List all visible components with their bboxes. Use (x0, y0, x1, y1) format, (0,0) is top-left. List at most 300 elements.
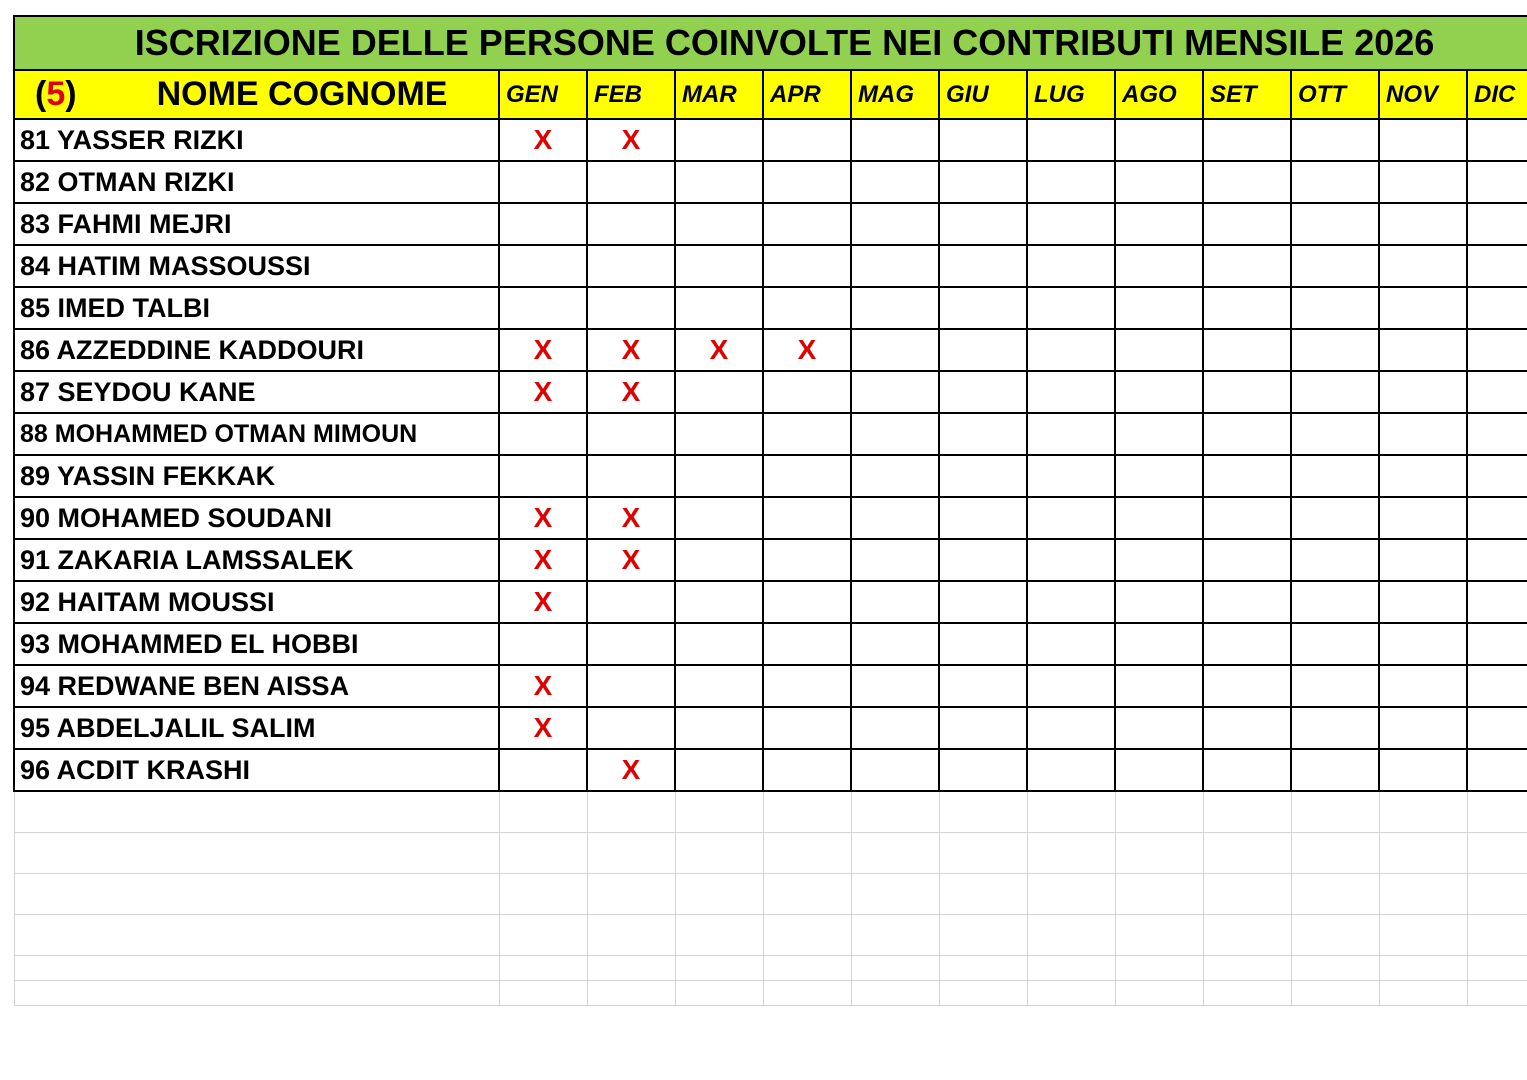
month-header-lug[interactable]: LUG (1027, 70, 1115, 119)
month-cell-lug[interactable] (1027, 623, 1115, 665)
month-cell-mag[interactable] (851, 665, 939, 707)
month-cell-apr[interactable] (763, 707, 851, 749)
month-cell-apr[interactable] (763, 287, 851, 329)
month-cell-nov[interactable] (1379, 287, 1467, 329)
month-cell-nov[interactable] (1379, 455, 1467, 497)
month-cell-dic[interactable] (1467, 497, 1527, 539)
empty-cell[interactable] (675, 791, 763, 833)
month-cell-lug[interactable] (1027, 581, 1115, 623)
month-cell-mag[interactable] (851, 119, 939, 161)
month-header-mag[interactable]: MAG (851, 70, 939, 119)
month-cell-mar[interactable] (675, 623, 763, 665)
empty-cell[interactable] (1467, 874, 1527, 915)
month-cell-feb[interactable] (587, 665, 675, 707)
empty-cell[interactable] (1203, 833, 1291, 874)
month-cell-dic[interactable] (1467, 581, 1527, 623)
month-cell-set[interactable] (1203, 245, 1291, 287)
month-cell-mar[interactable] (675, 455, 763, 497)
month-cell-nov[interactable] (1379, 581, 1467, 623)
month-cell-ago[interactable] (1115, 665, 1203, 707)
month-cell-set[interactable] (1203, 749, 1291, 791)
month-cell-ott[interactable] (1291, 581, 1379, 623)
empty-cell[interactable] (1115, 791, 1203, 833)
month-cell-gen[interactable] (499, 371, 587, 413)
month-cell-giu[interactable] (939, 581, 1027, 623)
month-cell-dic[interactable] (1467, 623, 1527, 665)
month-cell-mag[interactable] (851, 749, 939, 791)
month-cell-apr[interactable] (763, 749, 851, 791)
month-cell-set[interactable] (1203, 455, 1291, 497)
month-cell-ott[interactable] (1291, 161, 1379, 203)
month-cell-lug[interactable] (1027, 371, 1115, 413)
person-name-cell[interactable]: 94 REDWANE BEN AISSA (14, 665, 499, 707)
month-cell-nov[interactable] (1379, 119, 1467, 161)
month-cell-nov[interactable] (1379, 329, 1467, 371)
month-cell-apr[interactable] (763, 413, 851, 455)
empty-cell[interactable] (1379, 833, 1467, 874)
empty-cell[interactable] (1291, 833, 1379, 874)
month-cell-ago[interactable] (1115, 623, 1203, 665)
month-cell-nov[interactable] (1379, 203, 1467, 245)
month-cell-gen[interactable] (499, 119, 587, 161)
empty-cell[interactable] (1027, 833, 1115, 874)
month-cell-mar[interactable] (675, 119, 763, 161)
month-cell-apr[interactable] (763, 245, 851, 287)
month-cell-gen[interactable] (499, 161, 587, 203)
month-header-apr[interactable]: APR (763, 70, 851, 119)
month-cell-mar[interactable] (675, 665, 763, 707)
empty-cell[interactable] (675, 981, 763, 1006)
empty-cell[interactable] (1115, 981, 1203, 1006)
empty-cell[interactable] (1027, 956, 1115, 981)
month-cell-gen[interactable] (499, 413, 587, 455)
month-cell-ott[interactable] (1291, 245, 1379, 287)
person-name-cell[interactable]: 90 MOHAMED SOUDANI (14, 497, 499, 539)
month-cell-giu[interactable] (939, 161, 1027, 203)
month-cell-nov[interactable] (1379, 413, 1467, 455)
month-cell-nov[interactable] (1379, 245, 1467, 287)
empty-cell[interactable] (1115, 874, 1203, 915)
month-cell-gen[interactable] (499, 665, 587, 707)
month-cell-giu[interactable] (939, 329, 1027, 371)
month-cell-ott[interactable] (1291, 665, 1379, 707)
empty-cell[interactable] (1115, 915, 1203, 956)
empty-cell[interactable] (1467, 833, 1527, 874)
month-cell-apr[interactable] (763, 581, 851, 623)
month-cell-giu[interactable] (939, 245, 1027, 287)
month-cell-mag[interactable] (851, 707, 939, 749)
month-cell-ott[interactable] (1291, 371, 1379, 413)
empty-cell[interactable] (14, 915, 499, 956)
month-cell-mag[interactable] (851, 497, 939, 539)
month-cell-dic[interactable] (1467, 413, 1527, 455)
month-cell-ott[interactable] (1291, 329, 1379, 371)
month-cell-apr[interactable] (763, 497, 851, 539)
month-cell-mag[interactable] (851, 329, 939, 371)
month-cell-dic[interactable] (1467, 749, 1527, 791)
person-name-cell[interactable]: 85 IMED TALBI (14, 287, 499, 329)
empty-cell[interactable] (1467, 915, 1527, 956)
month-cell-mar[interactable] (675, 539, 763, 581)
empty-cell[interactable] (1115, 956, 1203, 981)
month-cell-gen[interactable] (499, 581, 587, 623)
empty-cell[interactable] (1379, 915, 1467, 956)
month-cell-apr[interactable] (763, 371, 851, 413)
empty-cell[interactable] (1379, 874, 1467, 915)
person-name-cell[interactable]: 84 HATIM MASSOUSSI (14, 245, 499, 287)
month-cell-giu[interactable] (939, 371, 1027, 413)
month-header-ott[interactable]: OTT (1291, 70, 1379, 119)
month-cell-giu[interactable] (939, 497, 1027, 539)
empty-cell[interactable] (1027, 915, 1115, 956)
month-cell-set[interactable] (1203, 497, 1291, 539)
month-cell-ott[interactable] (1291, 413, 1379, 455)
empty-cell[interactable] (939, 956, 1027, 981)
month-cell-giu[interactable] (939, 749, 1027, 791)
month-cell-nov[interactable] (1379, 665, 1467, 707)
empty-cell[interactable] (1379, 956, 1467, 981)
name-column-header[interactable] (14, 70, 499, 119)
month-cell-feb[interactable] (587, 287, 675, 329)
empty-cell[interactable] (763, 981, 851, 1006)
month-cell-ago[interactable] (1115, 329, 1203, 371)
month-cell-nov[interactable] (1379, 707, 1467, 749)
month-cell-ago[interactable] (1115, 707, 1203, 749)
empty-cell[interactable] (499, 791, 587, 833)
empty-cell[interactable] (763, 833, 851, 874)
empty-cell[interactable] (1291, 981, 1379, 1006)
month-cell-feb[interactable] (587, 497, 675, 539)
month-cell-ago[interactable] (1115, 287, 1203, 329)
empty-cell[interactable] (763, 915, 851, 956)
month-cell-giu[interactable] (939, 707, 1027, 749)
month-cell-lug[interactable] (1027, 203, 1115, 245)
month-cell-nov[interactable] (1379, 161, 1467, 203)
month-cell-gen[interactable] (499, 329, 587, 371)
month-cell-ago[interactable] (1115, 245, 1203, 287)
empty-cell[interactable] (1467, 791, 1527, 833)
empty-cell[interactable] (587, 915, 675, 956)
empty-cell[interactable] (1291, 956, 1379, 981)
month-cell-gen[interactable] (499, 203, 587, 245)
month-cell-apr[interactable] (763, 161, 851, 203)
empty-cell[interactable] (851, 981, 939, 1006)
month-cell-ott[interactable] (1291, 539, 1379, 581)
empty-cell[interactable] (939, 915, 1027, 956)
month-cell-set[interactable] (1203, 119, 1291, 161)
empty-cell[interactable] (939, 874, 1027, 915)
month-cell-apr[interactable] (763, 203, 851, 245)
empty-cell[interactable] (499, 981, 587, 1006)
month-cell-mar[interactable] (675, 161, 763, 203)
month-cell-ott[interactable] (1291, 623, 1379, 665)
empty-cell[interactable] (587, 956, 675, 981)
month-cell-feb[interactable] (587, 413, 675, 455)
month-cell-giu[interactable] (939, 203, 1027, 245)
month-cell-feb[interactable] (587, 539, 675, 581)
month-cell-feb[interactable] (587, 455, 675, 497)
sheet-title-cell[interactable] (14, 16, 1527, 70)
month-cell-giu[interactable] (939, 413, 1027, 455)
month-cell-mar[interactable] (675, 497, 763, 539)
month-cell-lug[interactable] (1027, 245, 1115, 287)
empty-cell[interactable] (763, 791, 851, 833)
month-cell-mar[interactable] (675, 413, 763, 455)
empty-cell[interactable] (851, 915, 939, 956)
empty-cell[interactable] (499, 956, 587, 981)
person-name-cell[interactable]: 96 ACDIT KRASHI (14, 749, 499, 791)
month-cell-ago[interactable] (1115, 497, 1203, 539)
month-cell-feb[interactable] (587, 749, 675, 791)
month-cell-ago[interactable] (1115, 581, 1203, 623)
empty-cell[interactable] (587, 833, 675, 874)
empty-cell[interactable] (1291, 874, 1379, 915)
empty-cell[interactable] (1203, 874, 1291, 915)
month-cell-gen[interactable] (499, 455, 587, 497)
month-cell-nov[interactable] (1379, 497, 1467, 539)
empty-cell[interactable] (14, 833, 499, 874)
person-name-cell[interactable]: 91 ZAKARIA LAMSSALEK (14, 539, 499, 581)
empty-cell[interactable] (1203, 791, 1291, 833)
month-cell-gen[interactable] (499, 497, 587, 539)
month-cell-mag[interactable] (851, 455, 939, 497)
person-name-cell[interactable]: 95 ABDELJALIL SALIM (14, 707, 499, 749)
month-cell-dic[interactable] (1467, 455, 1527, 497)
month-cell-dic[interactable] (1467, 665, 1527, 707)
empty-cell[interactable] (1379, 791, 1467, 833)
person-name-cell[interactable]: 82 OTMAN RIZKI (14, 161, 499, 203)
empty-cell[interactable] (763, 956, 851, 981)
month-cell-ago[interactable] (1115, 749, 1203, 791)
month-cell-ott[interactable] (1291, 287, 1379, 329)
empty-cell[interactable] (851, 956, 939, 981)
month-cell-mar[interactable] (675, 245, 763, 287)
month-cell-ago[interactable] (1115, 371, 1203, 413)
month-cell-dic[interactable] (1467, 161, 1527, 203)
empty-cell[interactable] (675, 915, 763, 956)
month-cell-mar[interactable] (675, 749, 763, 791)
month-cell-feb[interactable] (587, 119, 675, 161)
month-cell-giu[interactable] (939, 665, 1027, 707)
month-cell-feb[interactable] (587, 203, 675, 245)
month-cell-nov[interactable] (1379, 623, 1467, 665)
month-cell-apr[interactable] (763, 329, 851, 371)
empty-cell[interactable] (1027, 981, 1115, 1006)
month-cell-dic[interactable] (1467, 539, 1527, 581)
month-header-feb[interactable]: FEB (587, 70, 675, 119)
month-header-set[interactable]: SET (1203, 70, 1291, 119)
person-name-cell[interactable]: 86 AZZEDDINE KADDOURI (14, 329, 499, 371)
month-cell-dic[interactable] (1467, 371, 1527, 413)
empty-cell[interactable] (14, 874, 499, 915)
person-name-cell[interactable]: 83 FAHMI MEJRI (14, 203, 499, 245)
month-cell-apr[interactable] (763, 623, 851, 665)
month-cell-ago[interactable] (1115, 161, 1203, 203)
month-cell-lug[interactable] (1027, 539, 1115, 581)
empty-cell[interactable] (1203, 981, 1291, 1006)
empty-cell[interactable] (499, 833, 587, 874)
month-cell-mar[interactable] (675, 329, 763, 371)
empty-cell[interactable] (14, 981, 499, 1006)
month-cell-feb[interactable] (587, 581, 675, 623)
month-cell-apr[interactable] (763, 119, 851, 161)
month-cell-lug[interactable] (1027, 497, 1115, 539)
empty-cell[interactable] (1203, 956, 1291, 981)
month-cell-giu[interactable] (939, 287, 1027, 329)
month-cell-ott[interactable] (1291, 119, 1379, 161)
month-cell-set[interactable] (1203, 707, 1291, 749)
month-cell-giu[interactable] (939, 539, 1027, 581)
month-cell-dic[interactable] (1467, 707, 1527, 749)
empty-cell[interactable] (763, 874, 851, 915)
empty-cell[interactable] (1115, 833, 1203, 874)
month-cell-dic[interactable] (1467, 287, 1527, 329)
person-name-cell[interactable]: 88 MOHAMMED OTMAN MIMOUN (14, 413, 499, 455)
month-cell-ott[interactable] (1291, 497, 1379, 539)
month-cell-lug[interactable] (1027, 707, 1115, 749)
month-cell-lug[interactable] (1027, 455, 1115, 497)
empty-cell[interactable] (499, 915, 587, 956)
month-cell-set[interactable] (1203, 413, 1291, 455)
month-cell-lug[interactable] (1027, 119, 1115, 161)
month-cell-feb[interactable] (587, 161, 675, 203)
month-cell-mar[interactable] (675, 287, 763, 329)
month-cell-mag[interactable] (851, 413, 939, 455)
month-cell-set[interactable] (1203, 623, 1291, 665)
month-cell-gen[interactable] (499, 749, 587, 791)
month-header-nov[interactable]: NOV (1379, 70, 1467, 119)
empty-cell[interactable] (14, 791, 499, 833)
month-cell-mag[interactable] (851, 203, 939, 245)
empty-cell[interactable] (587, 874, 675, 915)
month-cell-mag[interactable] (851, 539, 939, 581)
month-header-mar[interactable]: MAR (675, 70, 763, 119)
month-cell-set[interactable] (1203, 203, 1291, 245)
month-header-giu[interactable]: GIU (939, 70, 1027, 119)
month-cell-lug[interactable] (1027, 161, 1115, 203)
month-cell-lug[interactable] (1027, 329, 1115, 371)
empty-cell[interactable] (14, 956, 499, 981)
month-header-gen[interactable]: GEN (499, 70, 587, 119)
month-cell-mag[interactable] (851, 581, 939, 623)
empty-cell[interactable] (1467, 981, 1527, 1006)
month-cell-gen[interactable] (499, 245, 587, 287)
empty-cell[interactable] (675, 833, 763, 874)
month-cell-set[interactable] (1203, 665, 1291, 707)
month-cell-gen[interactable] (499, 287, 587, 329)
month-cell-giu[interactable] (939, 119, 1027, 161)
month-cell-ago[interactable] (1115, 455, 1203, 497)
month-header-ago[interactable]: AGO (1115, 70, 1203, 119)
month-cell-nov[interactable] (1379, 371, 1467, 413)
month-cell-ago[interactable] (1115, 539, 1203, 581)
person-name-cell[interactable]: 93 MOHAMMED EL HOBBI (14, 623, 499, 665)
month-cell-mar[interactable] (675, 371, 763, 413)
month-cell-ott[interactable] (1291, 707, 1379, 749)
empty-cell[interactable] (939, 791, 1027, 833)
month-cell-ott[interactable] (1291, 455, 1379, 497)
empty-cell[interactable] (587, 791, 675, 833)
empty-cell[interactable] (1379, 981, 1467, 1006)
month-cell-feb[interactable] (587, 707, 675, 749)
month-cell-apr[interactable] (763, 455, 851, 497)
empty-cell[interactable] (939, 981, 1027, 1006)
month-cell-lug[interactable] (1027, 413, 1115, 455)
person-name-cell[interactable]: 81 YASSER RIZKI (14, 119, 499, 161)
month-cell-set[interactable] (1203, 539, 1291, 581)
month-cell-mar[interactable] (675, 707, 763, 749)
month-cell-mag[interactable] (851, 287, 939, 329)
month-cell-mag[interactable] (851, 245, 939, 287)
empty-cell[interactable] (1467, 956, 1527, 981)
month-cell-giu[interactable] (939, 455, 1027, 497)
month-cell-set[interactable] (1203, 161, 1291, 203)
month-header-dic[interactable]: DIC (1467, 70, 1527, 119)
empty-cell[interactable] (851, 874, 939, 915)
empty-cell[interactable] (1291, 791, 1379, 833)
month-cell-gen[interactable] (499, 707, 587, 749)
month-cell-ott[interactable] (1291, 749, 1379, 791)
month-cell-apr[interactable] (763, 539, 851, 581)
month-cell-mar[interactable] (675, 581, 763, 623)
empty-cell[interactable] (587, 981, 675, 1006)
month-cell-ago[interactable] (1115, 119, 1203, 161)
person-name-cell[interactable]: 89 YASSIN FEKKAK (14, 455, 499, 497)
month-cell-gen[interactable] (499, 539, 587, 581)
month-cell-giu[interactable] (939, 623, 1027, 665)
empty-cell[interactable] (499, 874, 587, 915)
month-cell-ago[interactable] (1115, 413, 1203, 455)
empty-cell[interactable] (1027, 791, 1115, 833)
month-cell-dic[interactable] (1467, 329, 1527, 371)
month-cell-feb[interactable] (587, 245, 675, 287)
month-cell-lug[interactable] (1027, 287, 1115, 329)
empty-cell[interactable] (851, 833, 939, 874)
month-cell-mag[interactable] (851, 371, 939, 413)
month-cell-ott[interactable] (1291, 203, 1379, 245)
month-cell-mag[interactable] (851, 161, 939, 203)
month-cell-feb[interactable] (587, 623, 675, 665)
month-cell-feb[interactable] (587, 371, 675, 413)
month-cell-set[interactable] (1203, 287, 1291, 329)
month-cell-set[interactable] (1203, 329, 1291, 371)
empty-cell[interactable] (675, 956, 763, 981)
empty-cell[interactable] (1291, 915, 1379, 956)
empty-cell[interactable] (1027, 874, 1115, 915)
month-cell-nov[interactable] (1379, 539, 1467, 581)
month-cell-gen[interactable] (499, 623, 587, 665)
month-cell-mag[interactable] (851, 623, 939, 665)
month-cell-mar[interactable] (675, 203, 763, 245)
empty-cell[interactable] (1203, 915, 1291, 956)
empty-cell[interactable] (675, 874, 763, 915)
month-cell-set[interactable] (1203, 581, 1291, 623)
empty-cell[interactable] (939, 833, 1027, 874)
month-cell-lug[interactable] (1027, 749, 1115, 791)
month-cell-ago[interactable] (1115, 203, 1203, 245)
month-cell-dic[interactable] (1467, 245, 1527, 287)
empty-cell[interactable] (851, 791, 939, 833)
month-cell-lug[interactable] (1027, 665, 1115, 707)
month-cell-nov[interactable] (1379, 749, 1467, 791)
month-cell-set[interactable] (1203, 371, 1291, 413)
person-name-cell[interactable]: 87 SEYDOU KANE (14, 371, 499, 413)
month-cell-dic[interactable] (1467, 203, 1527, 245)
month-cell-dic[interactable] (1467, 119, 1527, 161)
month-cell-feb[interactable] (587, 329, 675, 371)
month-cell-apr[interactable] (763, 665, 851, 707)
person-name-cell[interactable]: 92 HAITAM MOUSSI (14, 581, 499, 623)
